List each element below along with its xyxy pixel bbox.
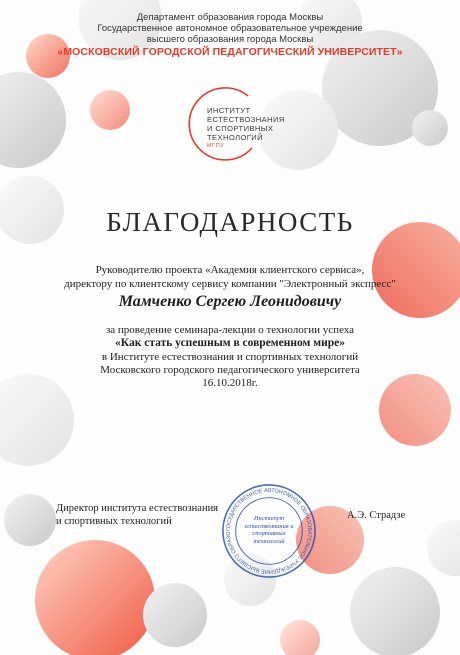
stamp-ring-text: ГОСУДАРСТВЕННОЕ АВТОНОМНОЕ ОБРАЗОВАТЕЛЬНОЕ УЧРЕЖДЕНИЕ ВЫСШЕГО ОБРАЗО bbox=[225, 487, 313, 575]
logo-sub: МГПУ bbox=[207, 143, 225, 149]
university-name: «МОСКОВСКИЙ ГОРОДСКОЙ ПЕДАГОГИЧЕСКИЙ УНИВЕРСИТЕТ» bbox=[57, 46, 403, 58]
org-line-2: высшего образования города Москвы bbox=[146, 34, 314, 45]
reason-line-1: за проведение семинара-лекции о технологии успеха bbox=[105, 324, 355, 336]
recipient-name: Мамченко Сергею Леонидовичу bbox=[118, 293, 342, 310]
reason-line-3: в Институте естествознания и спортивных технологий bbox=[101, 351, 359, 363]
signatory-position bbox=[56, 502, 218, 528]
document-title: БЛАГОДАРНОСТЬ bbox=[106, 207, 354, 237]
institute-logo-text bbox=[207, 106, 285, 142]
reason-line-4: Московского городского педагогического университета bbox=[100, 364, 360, 376]
logo-line: ИНСТИТУТ bbox=[207, 106, 251, 115]
logo-line: И СПОРТИВНЫХ bbox=[207, 124, 274, 133]
department-line: Департамент образования города Москвы bbox=[136, 12, 324, 23]
org-line-1: Государственное автономное образовательное учреждение bbox=[97, 23, 363, 34]
recipient-line-1: Руководителю проекта «Академия клиентского сервиса», bbox=[95, 264, 365, 276]
position-line: Директор института естествознания bbox=[56, 503, 219, 514]
event-date: 16.10.2018г. bbox=[202, 377, 258, 389]
logo-line: ТЕХНОЛОГИЙ bbox=[207, 133, 263, 142]
signatory-name: А.Э. Страдзе bbox=[347, 510, 406, 521]
logo-line: ЕСТЕСТВОЗНАНИЯ bbox=[207, 115, 285, 124]
event-title: «Как стать успешным в современном мире» bbox=[115, 337, 345, 349]
stamp-center-text: Институт естествознания и спортивных технологий bbox=[244, 515, 294, 545]
recipient-line-2: директору по клиентскому сервису компании "Электронный экспресс" bbox=[64, 278, 396, 290]
position-line: и спортивных технологий bbox=[56, 516, 172, 527]
official-stamp bbox=[220, 482, 318, 580]
